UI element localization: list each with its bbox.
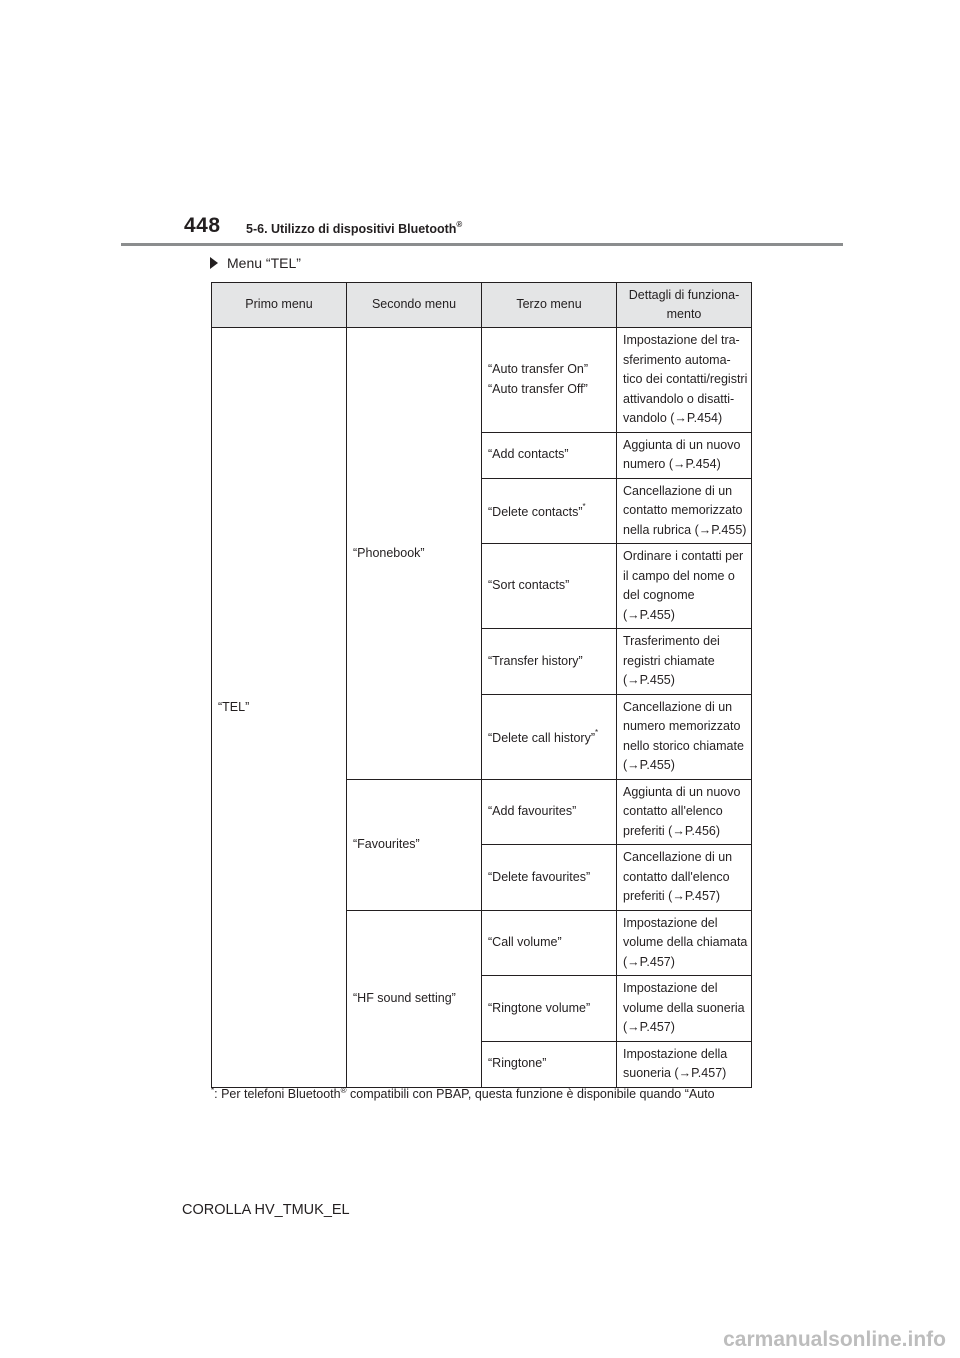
detail-cell: Aggiunta di un nuovo numero (→P.454)	[617, 432, 752, 478]
third-menu-label: “Delete contacts”	[488, 505, 583, 520]
detail-cell: Trasferimento dei registri chiamate (→P.455)	[617, 629, 752, 695]
menu-heading-text: Menu “TEL”	[227, 255, 301, 271]
third-menu-label: “Delete call history”	[488, 730, 595, 745]
footnote-text-before: : Per telefoni Bluetooth	[214, 1087, 341, 1102]
header-first-menu: Primo menu	[212, 283, 347, 328]
footnote-mark: *	[594, 727, 599, 737]
footnote-mark: *	[582, 501, 586, 511]
detail-cell: Impostazione della suoneria (→P.457)	[617, 1041, 752, 1087]
header-details-label: Dettagli di funziona-mento	[628, 287, 740, 321]
header-second-menu: Secondo menu	[347, 283, 482, 328]
detail-cell: Cancellazione di un numero memorizzato nello storico chiamate (→P.455)	[617, 694, 752, 779]
header-third-menu: Terzo menu	[482, 283, 617, 328]
third-menu-label: “Auto transfer On”	[488, 362, 589, 377]
model-code: COROLLA HV_TMUK_EL	[182, 1202, 350, 1218]
third-menu-cell: “Call volume”	[482, 910, 617, 976]
detail-cell: Impostazione del volume della chiamata (→P.457)	[617, 910, 752, 976]
detail-cell: Ordinare i contatti per il campo del nome o del cognome (→P.455)	[617, 544, 752, 629]
third-menu-cell	[482, 328, 617, 433]
footnote-mark: *	[211, 1086, 215, 1095]
table-row	[212, 328, 752, 433]
detail-cell: Aggiunta di un nuovo contatto all'elenco preferiti (→P.456)	[617, 779, 752, 845]
detail-cell: Cancellazione di un contatto dall'elenco preferiti (→P.457)	[617, 845, 752, 911]
third-menu-cell: “Delete favourites”	[482, 845, 617, 911]
menu-table	[211, 282, 752, 1088]
second-menu-cell: “HF sound setting”	[347, 910, 482, 1087]
watermark: carmanualsonline.info	[723, 1328, 946, 1351]
third-menu-label-2: “Auto transfer Off”	[488, 381, 588, 396]
first-menu-cell: “TEL”	[212, 328, 347, 1088]
triangle-bullet-icon	[210, 257, 218, 269]
third-menu-cell: “Transfer history”	[482, 629, 617, 695]
detail-cell: Impostazione del volume della suoneria (→P.457)	[617, 976, 752, 1042]
detail-cell: Impostazione del tra-sferimento automa-tico dei contatti/registri attivandolo o disatti-vandolo (→P.454)	[617, 328, 752, 433]
second-menu-cell: “Favourites”	[347, 779, 482, 910]
header-details	[617, 283, 752, 328]
third-menu-cell: “Add favourites”	[482, 779, 617, 845]
section-title-text: 5-6. Utilizzo di dispositivi Bluetooth	[246, 222, 457, 237]
second-menu-cell: “Phonebook”	[347, 328, 482, 780]
third-menu-cell: “Ringtone”	[482, 1041, 617, 1087]
third-menu-cell: “Sort contacts”	[482, 544, 617, 629]
table-header-row	[212, 283, 752, 328]
registered-mark: ®	[340, 1086, 347, 1095]
header-rule	[121, 243, 843, 246]
third-menu-cell: “Add contacts”	[482, 432, 617, 478]
footnote-text-after: compatibili con PBAP, questa funzione è disponibile quando “Auto	[346, 1087, 715, 1102]
third-menu-cell	[482, 694, 617, 779]
section-title	[246, 221, 462, 236]
detail-cell: Cancellazione di un contatto memorizzato nella rubrica (→P.455)	[617, 478, 752, 544]
third-menu-cell	[482, 478, 617, 544]
third-menu-cell: “Ringtone volume”	[482, 976, 617, 1042]
registered-mark: ®	[456, 220, 463, 229]
footnote	[211, 1086, 715, 1101]
menu-heading	[210, 255, 301, 271]
page-number: 448	[184, 214, 221, 237]
